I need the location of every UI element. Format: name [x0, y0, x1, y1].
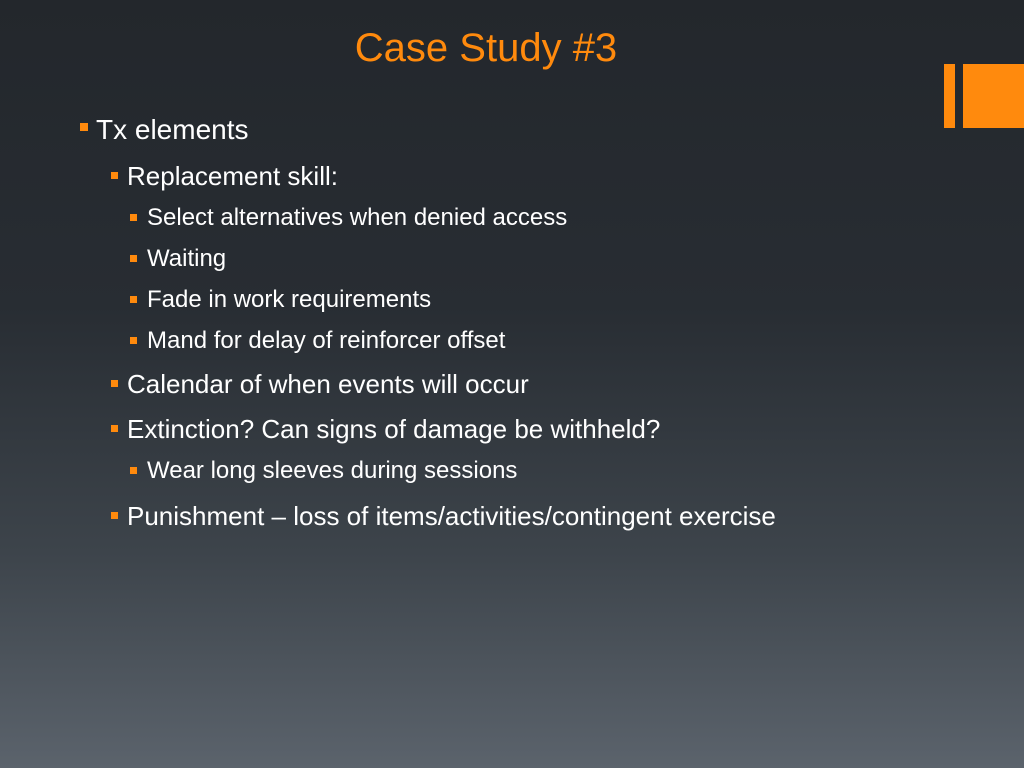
- bullet-marker: [130, 214, 137, 221]
- bullet-marker: [111, 512, 118, 519]
- bullet-level-2: Calendar of when events will occur: [127, 369, 529, 399]
- bullet-level-1: Tx elements: [96, 114, 249, 145]
- bullet-level-2: Replacement skill:: [127, 161, 338, 191]
- bullet-level-3: Mand for delay of reinforcer offset: [147, 327, 506, 354]
- bullet-marker: [130, 255, 137, 262]
- slide-title: Case Study #3: [354, 26, 618, 70]
- bullet-level-3: Fade in work requirements: [147, 286, 432, 313]
- bullet-level-2: Punishment – loss of items/activities/contingent exercise: [127, 501, 776, 531]
- bullet-marker: [80, 123, 88, 131]
- bullet-marker: [111, 380, 118, 387]
- bullet-marker: [130, 296, 137, 303]
- bullet-level-3: Waiting: [147, 245, 227, 272]
- bullet-marker: [130, 467, 137, 474]
- bullet-marker: [111, 425, 118, 432]
- bullet-level-3: Wear long sleeves during sessions: [147, 457, 518, 484]
- bullet-level-2: Extinction? Can signs of damage be withheld?: [127, 414, 661, 444]
- bullet-marker: [130, 337, 137, 344]
- bullet-marker: [111, 172, 118, 179]
- bullet-level-3: Select alternatives when denied access: [147, 204, 568, 231]
